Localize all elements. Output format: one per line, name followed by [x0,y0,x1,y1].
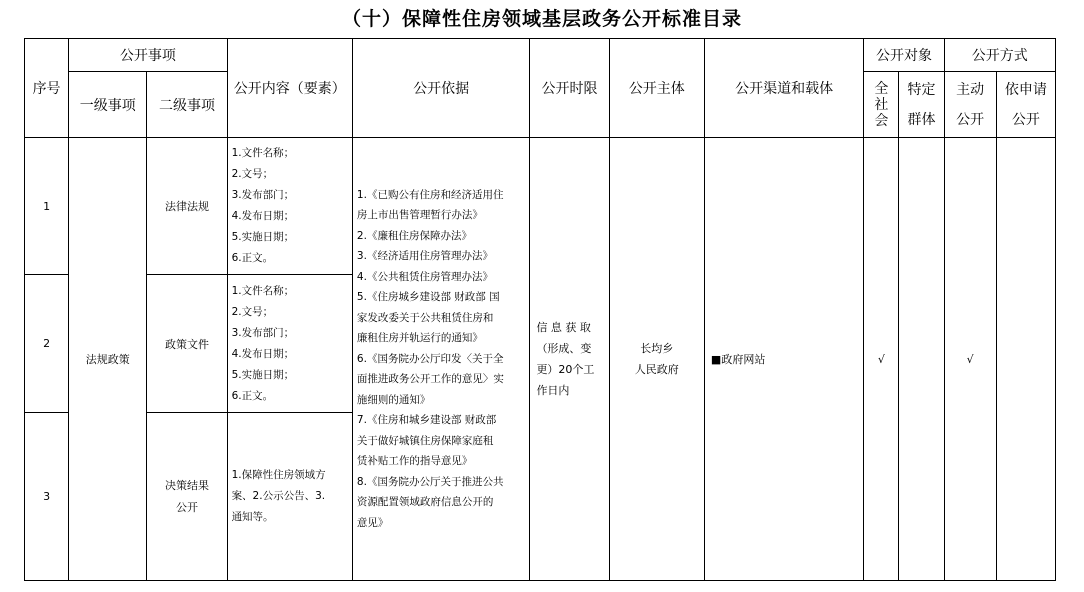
header-level1: 一级事项 [69,72,147,138]
row-seq: 2 [25,275,69,413]
row-seq: 1 [25,138,69,275]
header-subject: 公开主体 [609,39,704,138]
header-level2: 二级事项 [147,72,227,138]
header-content: 公开内容（要素） [227,39,352,138]
level2-cell: 决策结果 公开 [147,413,227,581]
content-cell: 1.保障性住房领域方 案、2.公示公告、3. 通知等。 [227,413,352,581]
basis-cell: 1.《已购公有住房和经济适用住 房上市出售管理暂行办法》 2.《廉租住房保障办法》 3.《经济适用住房管理办法》 4.《公共租赁住房管理办法》 5.《住房城乡建设部 财政部 国 家发改委关于公共租赁住房和 廉租住房并轨运行的通知》 6.《国务院办公厅印发〈关于全 面推进政务公开工作的意见〉实 施细则的通知》 7.《住房和城乡建设部 财政部 关于做好城镇住房保障家庭租 赁补贴工作的指导意见》 8.《国务院办公厅关于推进公共 资源配置领域政府信息公开的 意见》 [352,138,530,581]
channel-cell: ■政府网站 [704,138,863,581]
content-cell: 1.文件名称； 2.文号； 3.发布部门； 4.发布日期； 5.实施日期； 6.正文。 [227,138,352,275]
level1-cell: 法规政策 [69,138,147,581]
subject-cell: 长均乡 人民政府 [609,138,704,581]
header-target: 公开对象 [864,39,944,72]
row-seq: 3 [25,413,69,581]
header-method-request: 依申请 公开 [996,72,1055,138]
header-target-specific: 特定 群体 [899,72,944,138]
header-target-all: 全 社 会 [864,72,899,138]
header-seq: 序号 [25,39,69,138]
level2-cell: 政策文件 [147,275,227,413]
header-time-limit: 公开时限 [530,39,609,138]
header-basis: 公开依据 [352,39,530,138]
time-limit-cell: 信 息 获 取 （形成、变 更）20个工 作日内 [530,138,609,581]
catalog-table [24,38,1056,581]
target-specific-cell [899,138,944,581]
method-active-mark: √ [944,138,996,581]
target-all-mark: √ [864,138,899,581]
header-method-active: 主动 公开 [944,72,996,138]
content-cell: 1.文件名称； 2.文号； 3.发布部门； 4.发布日期； 5.实施日期； 6.正文。 [227,275,352,413]
method-request-cell [996,138,1055,581]
header-items: 公开事项 [69,39,227,72]
header-method: 公开方式 [944,39,1055,72]
page-title: （十）保障性住房领域基层政务公开标准目录 [341,8,742,30]
table-row [25,138,1056,275]
level2-cell: 法律法规 [147,138,227,275]
header-channel: 公开渠道和载体 [704,39,863,138]
